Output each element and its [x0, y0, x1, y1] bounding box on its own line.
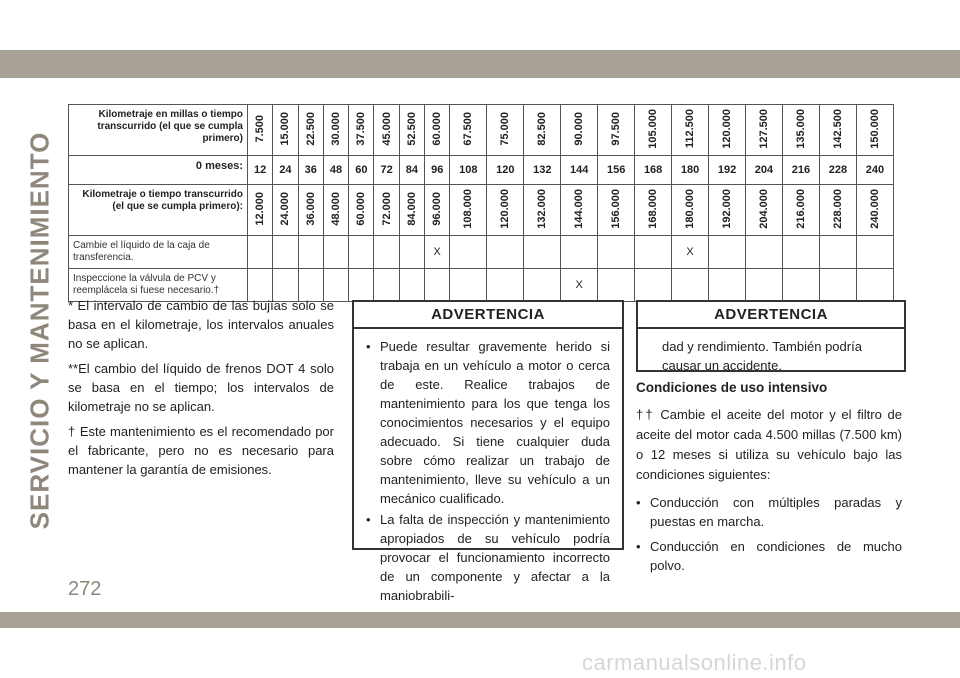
service-mark-cell [374, 236, 399, 269]
km-cell: 72.000 [374, 185, 399, 236]
service-mark-cell [524, 269, 561, 302]
service-mark-cell [450, 236, 487, 269]
service-mark-cell [635, 236, 672, 269]
severe-bullet: • Conducción con múltiples paradas y puestas en marcha. [636, 495, 902, 529]
service-mark-cell [709, 269, 746, 302]
km-cell: 228.000 [819, 185, 856, 236]
footnotes-column [68, 296, 334, 485]
warning-title: ADVERTENCIA [638, 302, 904, 329]
months-cell: 204 [746, 156, 783, 185]
service-mark-cell [298, 236, 323, 269]
service-mark-cell [349, 269, 374, 302]
miles-cell: 75.000 [487, 105, 524, 156]
km-cell: 48.000 [323, 185, 348, 236]
months-cell: 144 [561, 156, 598, 185]
km-cell: 24.000 [273, 185, 298, 236]
service-item-label: Inspeccione la válvula de PCV y reemplácela si fuese necesario.† [69, 269, 248, 302]
months-cell: 240 [856, 156, 893, 185]
warning-title: ADVERTENCIA [354, 302, 622, 329]
section-side-title: SERVICIO Y MANTENIMIENTO [24, 131, 55, 529]
km-cell: 156.000 [598, 185, 635, 236]
months-cell: 48 [323, 156, 348, 185]
miles-cell: 30.000 [323, 105, 348, 156]
months-cell: 156 [598, 156, 635, 185]
table-row [69, 236, 894, 269]
miles-cell: 60.000 [425, 105, 450, 156]
service-mark-cell [273, 236, 298, 269]
severe-conditions-intro: †† Cambie el aceite del motor y el filtro de aceite del motor cada 4.500 millas (7.500 km) o 12 meses si utiliza su vehículo bajo las condiciones siguientes: [636, 407, 902, 482]
service-mark-cell [856, 269, 893, 302]
severe-conditions-column [636, 378, 902, 577]
warning-bullet: • La falta de inspección y mantenimiento apropiados de su vehículo podría provocar el funcionamiento incorrecto de un componente y afectar a la maniobrabili- [366, 512, 610, 603]
miles-cell: 45.000 [374, 105, 399, 156]
miles-cell: 127.500 [746, 105, 783, 156]
km-cell: 84.000 [399, 185, 424, 236]
km-cell: 240.000 [856, 185, 893, 236]
months-cell: 216 [782, 156, 819, 185]
service-mark-cell [746, 236, 783, 269]
miles-cell: 37.500 [349, 105, 374, 156]
miles-cell: 112.500 [672, 105, 709, 156]
months-cell: 108 [450, 156, 487, 185]
service-mark-cell [672, 269, 709, 302]
miles-cell: 90.000 [561, 105, 598, 156]
top-band [0, 50, 960, 78]
months-cell: 120 [487, 156, 524, 185]
miles-cell: 22.500 [298, 105, 323, 156]
service-mark-cell [709, 236, 746, 269]
km-cell: 192.000 [709, 185, 746, 236]
months-cell: 60 [349, 156, 374, 185]
km-cell: 12.000 [248, 185, 273, 236]
footnote-spark-plugs: * El intervalo de cambio de las bujías solo se basa en el kilometraje, los intervalos anuales no se aplican. [68, 298, 334, 351]
miles-cell: 150.000 [856, 105, 893, 156]
service-mark-cell [819, 236, 856, 269]
km-cell: 60.000 [349, 185, 374, 236]
miles-row [69, 105, 894, 156]
miles-cell: 120.000 [709, 105, 746, 156]
warning-box-2 [636, 300, 906, 372]
km-cell: 96.000 [425, 185, 450, 236]
service-mark-cell [782, 236, 819, 269]
page-number: 272 [68, 578, 102, 600]
months-cell: 228 [819, 156, 856, 185]
months-cell: 168 [635, 156, 672, 185]
miles-cell: 52.500 [399, 105, 424, 156]
watermark: carmanualsonline.info [582, 650, 807, 675]
months-cell: 96 [425, 156, 450, 185]
service-mark-cell [635, 269, 672, 302]
maintenance-schedule-table [68, 104, 894, 302]
warning-box-1 [352, 300, 624, 603]
service-mark-cell [819, 269, 856, 302]
service-mark-cell [782, 269, 819, 302]
miles-cell: 135.000 [782, 105, 819, 156]
service-mark-cell [746, 269, 783, 302]
miles-cell: 82.500 [524, 105, 561, 156]
km-row [69, 185, 894, 236]
km-cell: 108.000 [450, 185, 487, 236]
miles-cell: 7.500 [248, 105, 273, 156]
service-mark-cell [349, 236, 374, 269]
km-header-label: Kilometraje o tiempo transcurrido (el que se cumpla primero): [69, 185, 248, 236]
km-cell: 216.000 [782, 185, 819, 236]
miles-cell: 67.500 [450, 105, 487, 156]
months-cell: 24 [273, 156, 298, 185]
months-cell: 180 [672, 156, 709, 185]
months-cell: 132 [524, 156, 561, 185]
service-mark-cell [487, 269, 524, 302]
km-cell: 180.000 [672, 185, 709, 236]
bottom-band [0, 612, 960, 628]
service-mark-cell [524, 236, 561, 269]
km-cell: 36.000 [298, 185, 323, 236]
km-cell: 168.000 [635, 185, 672, 236]
km-cell: 204.000 [746, 185, 783, 236]
service-mark-cell [323, 236, 348, 269]
miles-header-label: Kilometraje en millas o tiempo transcurrido (el que se cumpla primero) [69, 105, 248, 156]
service-mark-cell [561, 236, 598, 269]
warning-bullet: • Puede resultar gravemente herido si trabaja en un vehículo a motor o cerca de este. Realice trabajos de mantenimiento para los que tenga los conocimientos necesarios y el equipo adecuado. Si tiene cualquier duda sobre cómo realizar un trabajo de mantenimiento, lleve su vehículo a un mecánico cualificado. [366, 339, 610, 506]
severe-conditions-heading: Condiciones de uso intensivo [636, 380, 828, 395]
footnote-brake-fluid: **El cambio del líquido de frenos DOT 4 solo se basa en el tiempo; los intervalos de kilometraje no se aplican. [68, 361, 334, 414]
footnote-emissions: † Este mantenimiento es el recomendado por el fabricante, pero no es necesario para mantener la garantía de emisiones. [68, 424, 334, 477]
service-mark-cell [425, 269, 450, 302]
service-mark-cell [374, 269, 399, 302]
months-cell: 84 [399, 156, 424, 185]
service-mark-cell [450, 269, 487, 302]
severe-bullet: • Conducción en condiciones de mucho polvo. [636, 539, 902, 573]
months-cell: 36 [298, 156, 323, 185]
service-mark-cell [856, 236, 893, 269]
service-item-label: Cambie el líquido de la caja de transferencia. [69, 236, 248, 269]
service-mark-cell [598, 236, 635, 269]
months-row [69, 156, 894, 185]
service-mark-cell [487, 236, 524, 269]
service-mark-cell: X [425, 236, 450, 269]
service-mark-cell: X [672, 236, 709, 269]
service-mark-cell [399, 269, 424, 302]
miles-cell: 142.500 [819, 105, 856, 156]
service-mark-cell [248, 236, 273, 269]
km-cell: 120.000 [487, 185, 524, 236]
months-cell: 192 [709, 156, 746, 185]
months-cell: 72 [374, 156, 399, 185]
miles-cell: 15.000 [273, 105, 298, 156]
service-mark-cell [598, 269, 635, 302]
miles-cell: 97.500 [598, 105, 635, 156]
service-mark-cell: X [561, 269, 598, 302]
km-cell: 132.000 [524, 185, 561, 236]
km-cell: 144.000 [561, 185, 598, 236]
months-cell: 12 [248, 156, 273, 185]
service-mark-cell [399, 236, 424, 269]
warning-continued-text: dad y rendimiento. También podría causar un accidente. [662, 339, 862, 373]
miles-cell: 105.000 [635, 105, 672, 156]
months-header-label: 0 meses: [69, 156, 248, 185]
